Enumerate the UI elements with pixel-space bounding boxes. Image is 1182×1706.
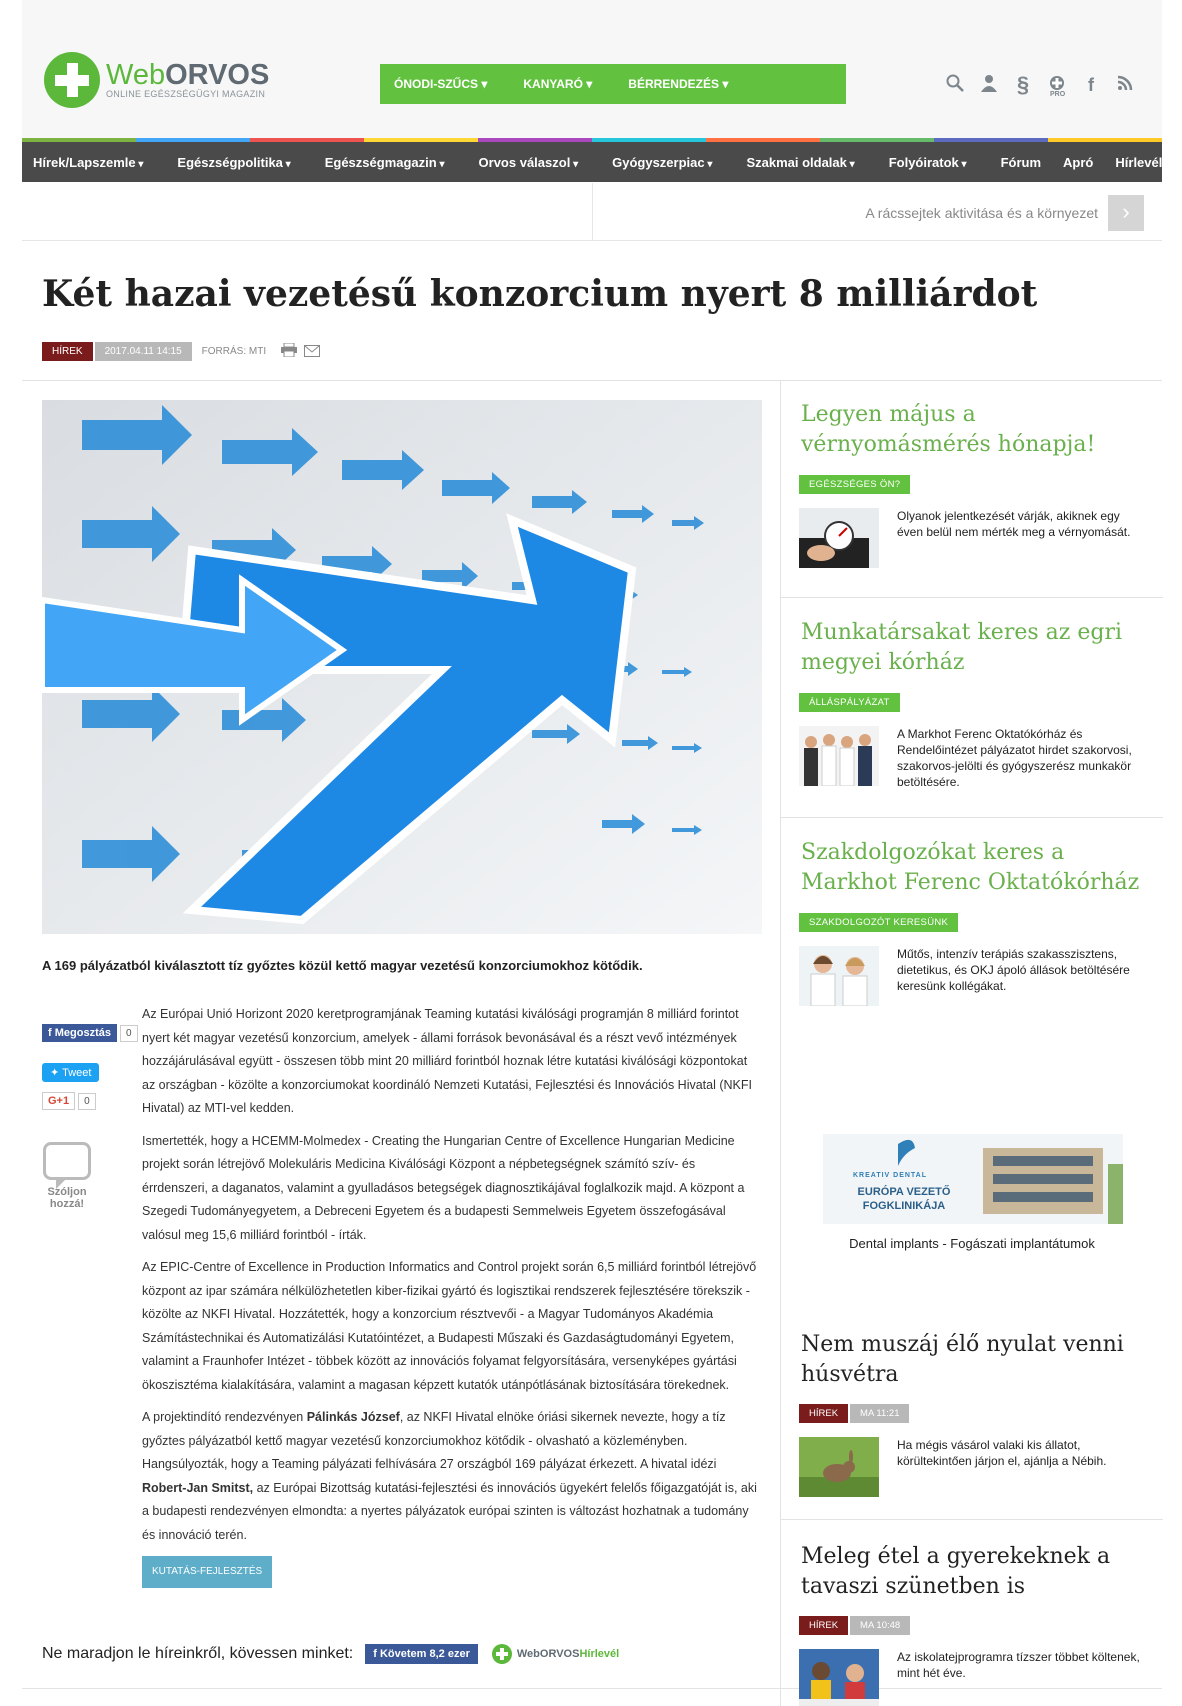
date-badge: 2017.04.11 14:15 bbox=[95, 342, 192, 361]
sidebar-card-tag[interactable]: ÁLLÁSPÁLYÁZAT bbox=[799, 693, 900, 712]
sidebar bbox=[780, 380, 1162, 1706]
sidebar-card-title[interactable]: Meleg étel a gyerekeknek a tavaszi szünetben is bbox=[801, 1544, 1111, 1599]
sidebar-card-time: MA 10:48 bbox=[850, 1616, 910, 1635]
sidebar-card[interactable] bbox=[781, 818, 1163, 1052]
nav-hirek[interactable]: Hírek/Lapszemle ▾ bbox=[33, 155, 143, 170]
doctors-thumbnail[interactable] bbox=[799, 726, 879, 786]
sidebar-card[interactable] bbox=[781, 380, 1163, 598]
nav-hirlevel[interactable]: Hírlevél bbox=[1115, 154, 1163, 170]
comment-button[interactable] bbox=[42, 1142, 92, 1210]
rss-icon[interactable] bbox=[1114, 75, 1136, 96]
source-label: FORRÁS: MTI bbox=[201, 346, 267, 357]
ticker-next-button[interactable] bbox=[1108, 195, 1144, 231]
newsletter-label: Hírlevél bbox=[579, 1648, 620, 1660]
sidebar-card-text: Az iskolatejprogramra tízszer többet költenek, mint hét éve. bbox=[897, 1650, 1140, 1680]
medical-cross-icon bbox=[492, 1644, 512, 1664]
sidebar-card-title[interactable]: Nem muszáj élő nyulat venni húsvétra bbox=[801, 1332, 1124, 1387]
search-icon[interactable] bbox=[944, 74, 966, 97]
comment-icon bbox=[43, 1142, 91, 1180]
sidebar-card-text: A Markhot Ferenc Oktatókórház és Rendelőintézet pályázatot hirdet szakorvosi, szakorvos-jelölti és gyógyszerész munkakör betöltésére. bbox=[897, 727, 1132, 789]
article-paragraph: Az EPIC-Centre of Excellence in Production Informatics and Control projekt során 6,5 milliárd forintból létrejövő központ az ipar számára nélkülözhetetlen kiber-fizikai gyártó és logisztikai rendszerek fejlesztésére törekszik - közölte az NKFI Hivatal. Hozzátették, hogy a konzorcium résztvevői - a Magyar Tudományos Akadémia Számítástechnikai és Automatizálási Kutatóintézet, a Budapesti Műszaki és Gazdaságtudományi Egyetem, valamint a Fraunhofer Intézet - többek között az innovációs folyamat felgyorsítására, versenyképes gyártási ökoszisztéma kialakítására, valamint a magasan képzett kutatók utánpótlásának biztosítására törekednek. bbox=[142, 1260, 757, 1392]
twitter-icon: ✦ bbox=[50, 1067, 60, 1079]
nav-egeszsegpolitika[interactable]: Egészségpolitika ▾ bbox=[177, 155, 290, 170]
follow-bar bbox=[42, 1644, 619, 1664]
sidebar-card-title[interactable]: Legyen május a vérnyomásmérés hónapja! bbox=[801, 402, 1096, 457]
page bbox=[22, 0, 1162, 1706]
p4-text-e: az Európai Bizottság kutatási-fejlesztési és innovációs ügyekért felelős főigazgatóját is, aki a budapesti rendezvényen elmondta: a nyertes pályázatok európai szinten is változást hozhatnak a tudomány és innováció terén. bbox=[142, 1480, 757, 1542]
article-lead: A 169 pályázatból kiválasztott tíz győztes közül kettő magyar vezetésű konzorciumokhoz kötődik. bbox=[42, 958, 643, 973]
article-body bbox=[142, 1003, 762, 1588]
sidebar-card-text: Műtős, intenzív terápiás szakasszisztens, dietetikus, és OKJ ápoló állások betöltésére keresünk kollégákat. bbox=[897, 947, 1130, 993]
tweet-button[interactable] bbox=[42, 1063, 99, 1082]
nav-apro[interactable]: Apró bbox=[1063, 154, 1094, 170]
article-paragraph: Az Európai Unió Horizont 2020 keretprogramjának Teaming kutatási kiválósági programján 8 milliárd forintot nyert két magyar vezetésű konzorcium, amelyek - állami források bevonásával és a részt vevő intézmények hozzájárulásával együtt - összesen több mint 20 milliárd forintból hoznak létre kutatási kiválósági központokat az országban - közölte a konzorciumokat koordináló Nemzeti Kutatási, Fejlesztési és Innovációs Hivatal (NKFI Hivatal) az MTI-vel kedden. bbox=[142, 1007, 752, 1115]
facebook-icon: f bbox=[48, 1027, 52, 1039]
chevron-right-icon: › bbox=[1122, 199, 1130, 224]
sidebar-card-text: Olyanok jelentkezését várják, akiknek egy éven belül nem mérték meg a vérnyomását. bbox=[897, 509, 1131, 539]
sidebar-card-tag[interactable]: EGÉSZSÉGES ÖN? bbox=[799, 475, 910, 494]
email-icon[interactable] bbox=[304, 344, 320, 360]
sidebar-card-time: MA 11:21 bbox=[850, 1404, 909, 1423]
header-icons bbox=[944, 72, 1136, 98]
sidebar-card-tag[interactable]: SZAKDOLGOZÓT KERESÜNK bbox=[799, 913, 958, 932]
nav-gyogyszerpiac[interactable]: Gyógyszerpiac ▾ bbox=[612, 155, 712, 170]
site-logo[interactable] bbox=[44, 52, 269, 108]
pro-label: PRO bbox=[1050, 90, 1066, 98]
sidebar-card-category[interactable]: HÍREK bbox=[799, 1404, 848, 1423]
facebook-share-label: Megosztás bbox=[54, 1027, 111, 1039]
article-title: Két hazai vezetésű konzorcium nyert 8 milliárdot bbox=[42, 273, 1038, 315]
medical-cross-icon bbox=[44, 52, 100, 108]
nav-folyoiratok[interactable]: Folyóiratok ▾ bbox=[889, 155, 967, 170]
hot-topic-onodi[interactable]: ÓNODI-SZŰCS ▾ bbox=[394, 77, 487, 91]
p4-name-palinkas: Pálinkás József bbox=[306, 1410, 400, 1424]
facebook-follow-label: Követem 8,2 ezer bbox=[379, 1648, 470, 1660]
hot-topic-kanyaro[interactable]: KANYARÓ ▾ bbox=[523, 77, 592, 91]
newsletter-link[interactable] bbox=[492, 1644, 619, 1664]
ad-banner[interactable] bbox=[823, 1134, 1123, 1224]
article-paragraph: Ismertették, hogy a HCEMM-Molmedex - Creating the Hungarian Centre of Excellence Hungarian Medicine projekt során létrejövő Molekuláris Medicina Kiválósági Központ a népbetegségnek számító szív- és érrdenszeri, a daganatos, valamint a gyulladásos betegségek diagnosztikájával foglalkozik majd. A központ a Szegedi Tudományegyetem, a Debreceni Egyetem és a budapesti Semmelweis Egyetem összefogásával valósul meg 15,6 milliárd forintból - írták. bbox=[142, 1133, 745, 1242]
facebook-share[interactable] bbox=[42, 1024, 138, 1042]
p4-text-a: A projektindító rendezvényen bbox=[142, 1410, 307, 1424]
hot-topics-bar bbox=[380, 64, 846, 104]
pro-icon[interactable] bbox=[1046, 75, 1068, 96]
article-meta bbox=[42, 342, 320, 361]
ad-brand: KREATIV DENTAL bbox=[853, 1172, 928, 1179]
logo-web: Web bbox=[106, 59, 166, 91]
nurses-thumbnail[interactable] bbox=[799, 946, 879, 1006]
follow-text: Ne maradjon le híreinkről, kövessen minket: bbox=[42, 1645, 354, 1662]
user-icon[interactable] bbox=[978, 74, 1000, 97]
comment-label: Szóljon hozzá! bbox=[47, 1186, 87, 1210]
sidebar-card[interactable] bbox=[781, 598, 1163, 818]
hot-topic-berrendezes[interactable]: BÉRRENDEZÉS ▾ bbox=[628, 77, 728, 91]
facebook-icon[interactable]: f bbox=[1088, 74, 1094, 95]
law-section-icon[interactable]: § bbox=[1016, 72, 1030, 97]
facebook-follow-button[interactable] bbox=[365, 1644, 478, 1664]
ad-line1: EURÓPA VEZETŐ bbox=[857, 1186, 951, 1198]
main-nav bbox=[22, 142, 1162, 182]
ad-line2: FOGKLINIKÁJA bbox=[862, 1200, 946, 1212]
kids-lunch-thumbnail[interactable] bbox=[799, 1649, 879, 1706]
logo-orvos: ORVOS bbox=[165, 59, 270, 91]
p4-text-c: , az NKFI Hivatal elnöke óriási sikernek nevezte, hogy a tíz győztes pályázatból kettő magyar vezetésű konzorciumokhoz kötődik - olvasható a közleményben. Hangsúlyozták, hogy a Teaming pályázati felhívására 27 országból 169 pályázat érkezett. A hivatal idézi bbox=[142, 1410, 726, 1471]
ad-caption[interactable]: Dental implants - Fogászati implantátumok bbox=[849, 1236, 1095, 1251]
category-badge[interactable]: HÍREK bbox=[42, 342, 93, 361]
sidebar-card[interactable] bbox=[781, 1308, 1163, 1520]
sidebar-card[interactable] bbox=[781, 1520, 1163, 1706]
site-header bbox=[22, 0, 1162, 138]
sidebar-card-text: Ha mégis vásárol valaki kis állatot, körültekintően járjon el, ajánlja a Nébih. bbox=[897, 1438, 1107, 1468]
facebook-icon: f bbox=[373, 1648, 377, 1660]
article-tag[interactable]: KUTATÁS-FEJLESZTÉS bbox=[142, 1556, 272, 1588]
newsletter-web: WebORVOS bbox=[516, 1648, 580, 1660]
p4-name-smits: Robert-Jan Smitst, bbox=[142, 1480, 254, 1495]
article-hero-image bbox=[42, 400, 762, 934]
news-ticker bbox=[22, 183, 1162, 241]
article-paragraph bbox=[142, 1406, 762, 1547]
sidebar-card-title[interactable]: Szakdolgozókat keres a Markhot Ferenc Oktatókórház bbox=[801, 840, 1140, 895]
ticker-text[interactable]: A rácssejtek aktivitása és a környezet bbox=[865, 205, 1098, 221]
print-icon[interactable] bbox=[280, 343, 298, 360]
gplus-label: G+1 bbox=[42, 1092, 75, 1110]
gplus-share[interactable] bbox=[42, 1092, 96, 1110]
sidebar-card-title[interactable]: Munkatársakat keres az egri megyei kórház bbox=[801, 620, 1122, 675]
gplus-count: 0 bbox=[78, 1093, 96, 1110]
facebook-share-count: 0 bbox=[120, 1025, 138, 1042]
nav-szakmai-oldalak[interactable]: Szakmai oldalak ▾ bbox=[746, 155, 854, 170]
nav-forum[interactable]: Fórum bbox=[1000, 154, 1042, 170]
nav-orvos-valaszol[interactable]: Orvos válaszol ▾ bbox=[479, 155, 579, 170]
logo-subtitle: ONLINE EGÉSZSÉGÜGYI MAGAZIN bbox=[106, 89, 266, 99]
sidebar-card-category[interactable]: HÍREK bbox=[799, 1616, 848, 1635]
tweet-label: Tweet bbox=[62, 1067, 92, 1079]
rabbit-thumbnail[interactable] bbox=[799, 1437, 879, 1497]
blood-pressure-thumbnail[interactable] bbox=[799, 508, 879, 568]
nav-egeszsegmagazin[interactable]: Egészségmagazin ▾ bbox=[325, 155, 445, 170]
